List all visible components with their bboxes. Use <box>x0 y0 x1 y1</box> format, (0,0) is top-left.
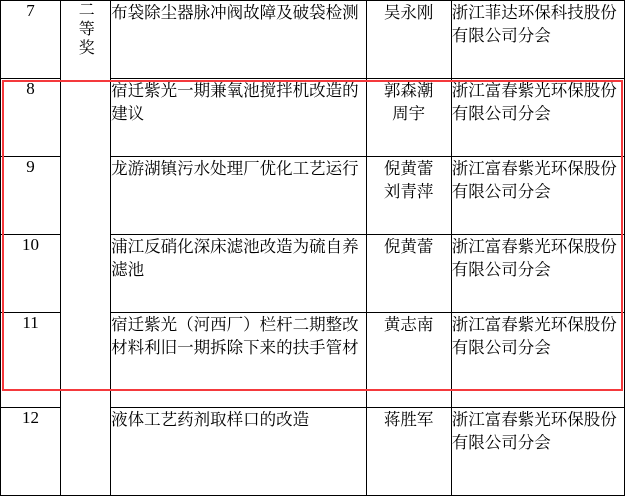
contributor-name: 周宇 <box>392 104 426 124</box>
prize-label: 二等奖 <box>76 1 96 58</box>
row-number-cell: 7 <box>1 1 61 79</box>
prize-group-cell <box>61 1 111 496</box>
contributors-cell <box>366 157 451 235</box>
achievement-title-cell: 液体工艺药剂取样口的改造 <box>111 408 366 496</box>
achievement-title-cell: 龙游湖镇污水处理厂优化工艺运行 <box>111 157 366 235</box>
row-number-cell: 11 <box>1 313 61 408</box>
row-number-cell: 9 <box>1 157 61 235</box>
contributors-cell <box>366 1 451 79</box>
unit-cell: 浙江富春紫光环保股份有限公司分会 <box>451 235 624 313</box>
contributor-name: 倪黄蕾 <box>383 159 434 178</box>
achievement-title-cell: 宿迁紫光（河西厂）栏杆二期整改材料利旧一期拆除下来的扶手管材 <box>111 313 366 408</box>
achievement-title-cell: 布袋除尘器脉冲阀故障及破袋检测 <box>111 1 366 79</box>
contributors-cell <box>366 79 451 157</box>
unit-cell: 浙江富春紫光环保股份有限公司分会 <box>451 408 624 496</box>
contributors-cell <box>366 235 451 313</box>
contributor-name: 郭森潮 <box>383 81 434 100</box>
unit-cell: 浙江富春紫光环保股份有限公司分会 <box>451 157 624 235</box>
contributor-name: 倪黄蕾 <box>383 237 434 256</box>
unit-cell: 浙江富春紫光环保股份有限公司分会 <box>451 79 624 157</box>
row-number-cell: 12 <box>1 408 61 496</box>
table-row <box>1 1 625 79</box>
unit-cell: 浙江菲达环保科技股份有限公司分会 <box>451 1 624 79</box>
contributor-name: 黄志南 <box>383 315 434 334</box>
contributor-name: 蒋胜军 <box>383 410 434 429</box>
achievement-title-cell: 浦江反硝化深床滤池改造为硫自养滤池 <box>111 235 366 313</box>
contributors-cell <box>366 313 451 408</box>
achievement-title-cell: 宿迁紫光一期兼氧池搅拌机改造的建议 <box>111 79 366 157</box>
contributor-name: 刘青萍 <box>383 182 434 202</box>
row-number-cell: 8 <box>1 79 61 157</box>
contributor-name: 吴永刚 <box>383 3 434 22</box>
contributors-cell <box>366 408 451 496</box>
unit-cell: 浙江富春紫光环保股份有限公司分会 <box>451 313 624 408</box>
row-number-cell: 10 <box>1 235 61 313</box>
